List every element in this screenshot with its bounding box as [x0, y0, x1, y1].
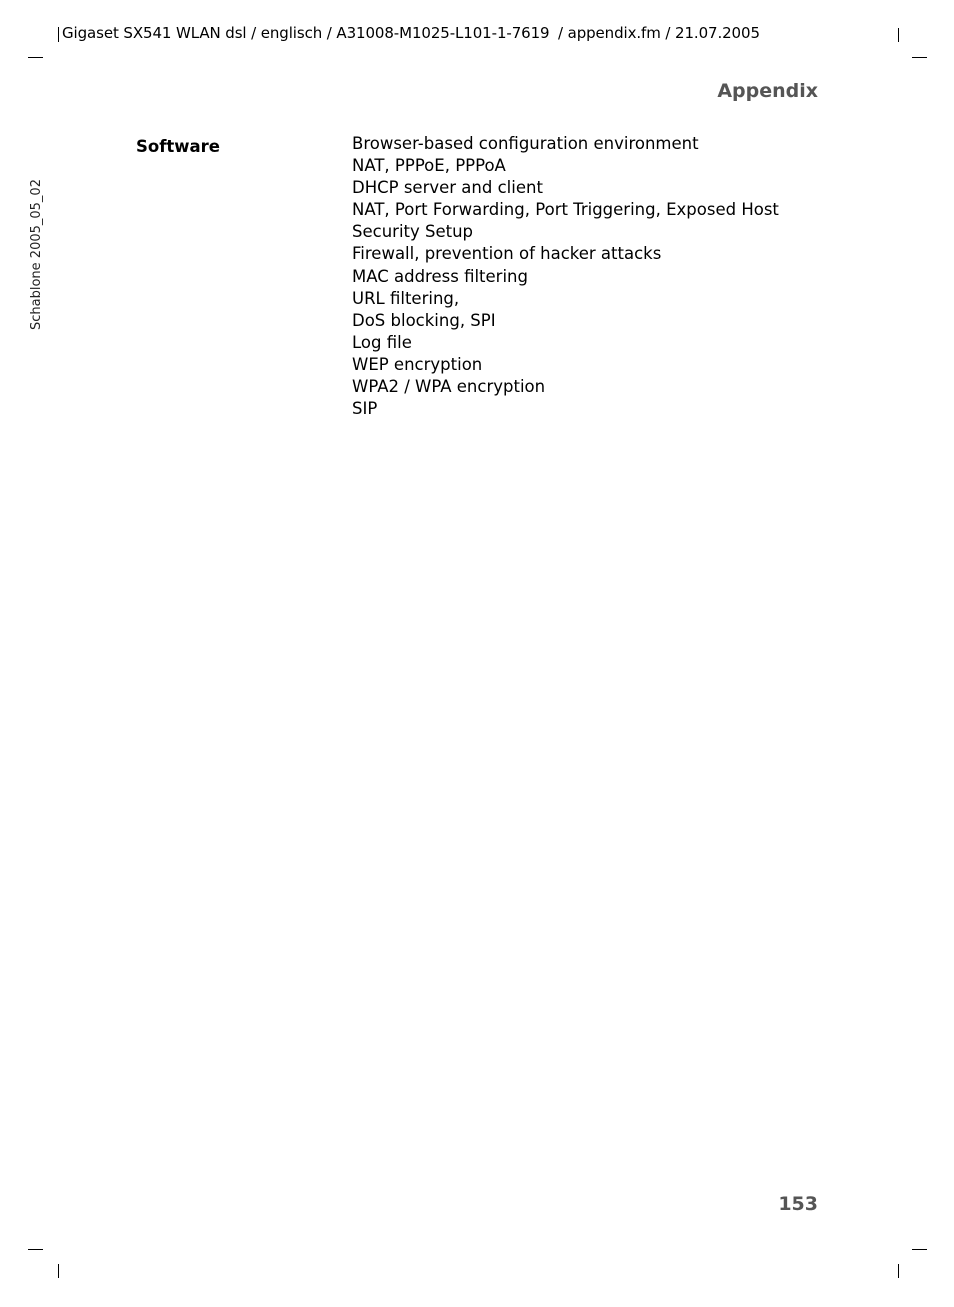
crop-mark-bottom-right-v — [898, 1264, 899, 1278]
software-feature-list — [352, 133, 779, 420]
feature-item: NAT, Port Forwarding, Port Triggering, Exposed Host — [352, 200, 779, 220]
crop-mark-bottom-left — [28, 1249, 43, 1250]
feature-item: Browser-based configuration environment — [352, 134, 699, 153]
feature-item: SIP — [352, 399, 378, 419]
feature-item: Log file — [352, 332, 412, 352]
feature-item: URL filtering, — [352, 288, 460, 308]
crop-mark-top-right — [898, 28, 899, 42]
crop-mark-bottom-left-v — [58, 1264, 59, 1278]
feature-item: DoS blocking, SPI — [352, 310, 496, 330]
crop-mark-top-left — [28, 57, 43, 58]
crop-mark-bottom-right-h — [912, 1249, 927, 1250]
feature-item: DHCP server and client — [352, 178, 543, 198]
feature-item: WEP encryption — [352, 354, 483, 374]
page-number: 153 — [778, 1193, 818, 1215]
feature-item: Firewall, prevention of hacker attacks — [352, 244, 662, 264]
section-title: Appendix — [717, 80, 818, 102]
feature-item: NAT, PPPoE, PPPoA — [352, 156, 506, 176]
file-info-header: / appendix.fm / 21.07.2005 — [558, 24, 760, 42]
feature-item: Security Setup — [352, 222, 474, 242]
crop-mark-top-right-h — [912, 57, 927, 58]
software-label: Software — [136, 137, 220, 156]
crop-mark-header-left — [58, 27, 59, 42]
feature-item: WPA2 / WPA encryption — [352, 377, 546, 397]
feature-item: MAC address filtering — [352, 266, 528, 286]
document-info-header: Gigaset SX541 WLAN dsl / englisch / A31008-M1025-L101-1-7619 — [62, 24, 550, 42]
template-label: Schablone 2005_05_02 — [29, 179, 44, 330]
